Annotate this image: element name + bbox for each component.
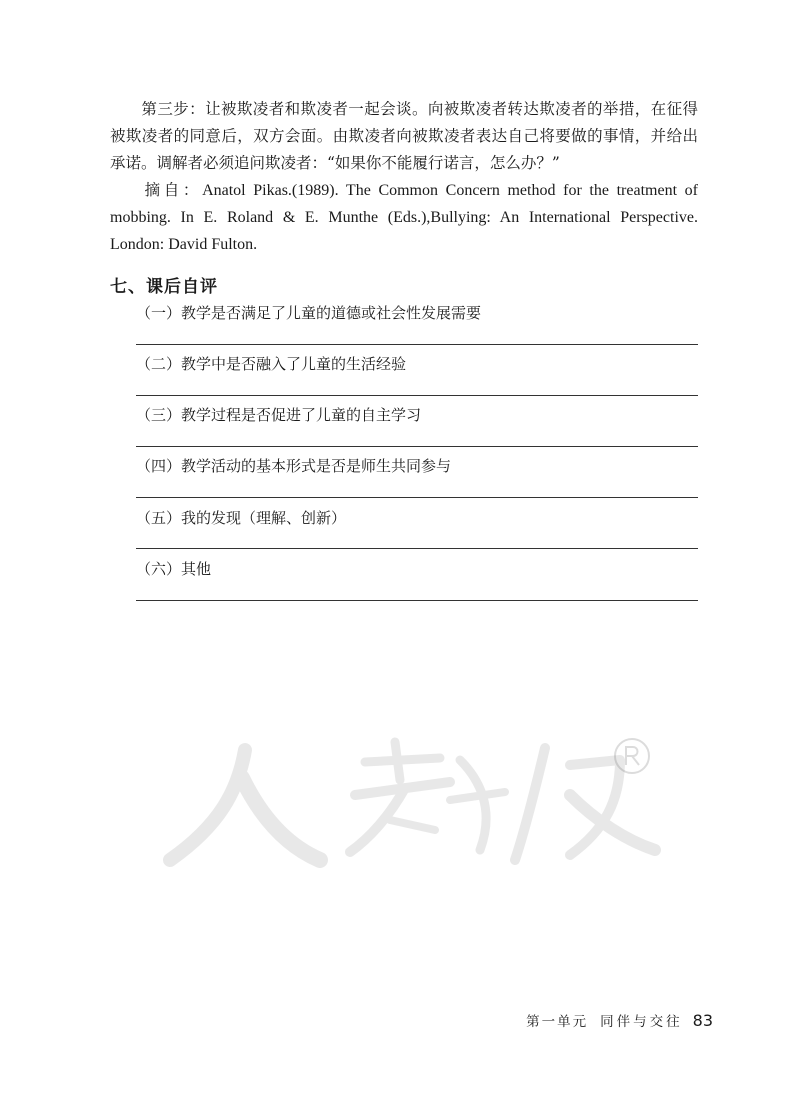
footer-unit: 第一单元 — [526, 1014, 589, 1030]
citation-prefix: 摘自： — [141, 181, 203, 199]
answer-line-2[interactable] — [136, 395, 698, 396]
page-footer — [526, 1010, 713, 1030]
publisher-calligraphy-logo-icon — [150, 720, 670, 880]
self-eval-item-1: （一）教学是否满足了儿童的道德或社会性发展需要 — [136, 304, 482, 322]
answer-line-5[interactable] — [136, 548, 698, 549]
self-eval-item-6: （六）其他 — [136, 560, 212, 578]
self-eval-item-3: （三）教学过程是否促进了儿童的自主学习 — [136, 406, 422, 424]
self-eval-item-2: （二）教学中是否融入了儿童的生活经验 — [136, 355, 407, 373]
answer-line-4[interactable] — [136, 497, 698, 498]
registered-mark-icon — [612, 736, 652, 776]
answer-line-6[interactable] — [136, 600, 698, 601]
answer-line-1[interactable] — [136, 344, 698, 345]
self-eval-item-4: （四）教学活动的基本形式是否是师生共同参与 — [136, 457, 452, 475]
step3-paragraph — [110, 96, 698, 177]
answer-line-3[interactable] — [136, 446, 698, 447]
page-number: 83 — [692, 1011, 713, 1030]
section-title: 七、课后自评 — [110, 277, 218, 297]
self-eval-item-5: （五）我的发现（理解、创新） — [136, 509, 347, 527]
citation-paragraph — [110, 177, 698, 258]
footer-topic: 同伴与交往 — [600, 1014, 683, 1030]
citation-text: Anatol Pikas.(1989). The Common Concern method for the treatment of mobbing. In E. Roland & E. Munthe (Eds.),Bullying: An International Perspective. London: David Fulton. — [110, 182, 698, 253]
step3-text: 第三步：让被欺凌者和欺凌者一起会谈。向被欺凌者转达欺凌者的举措，在征得被欺凌者的同意后，双方会面。由欺凌者向被欺凌者表达自己将要做的事情，并给出承诺。调解者必须追问欺凌者：“如果你不能履行诺言，怎么办？” — [110, 100, 698, 172]
